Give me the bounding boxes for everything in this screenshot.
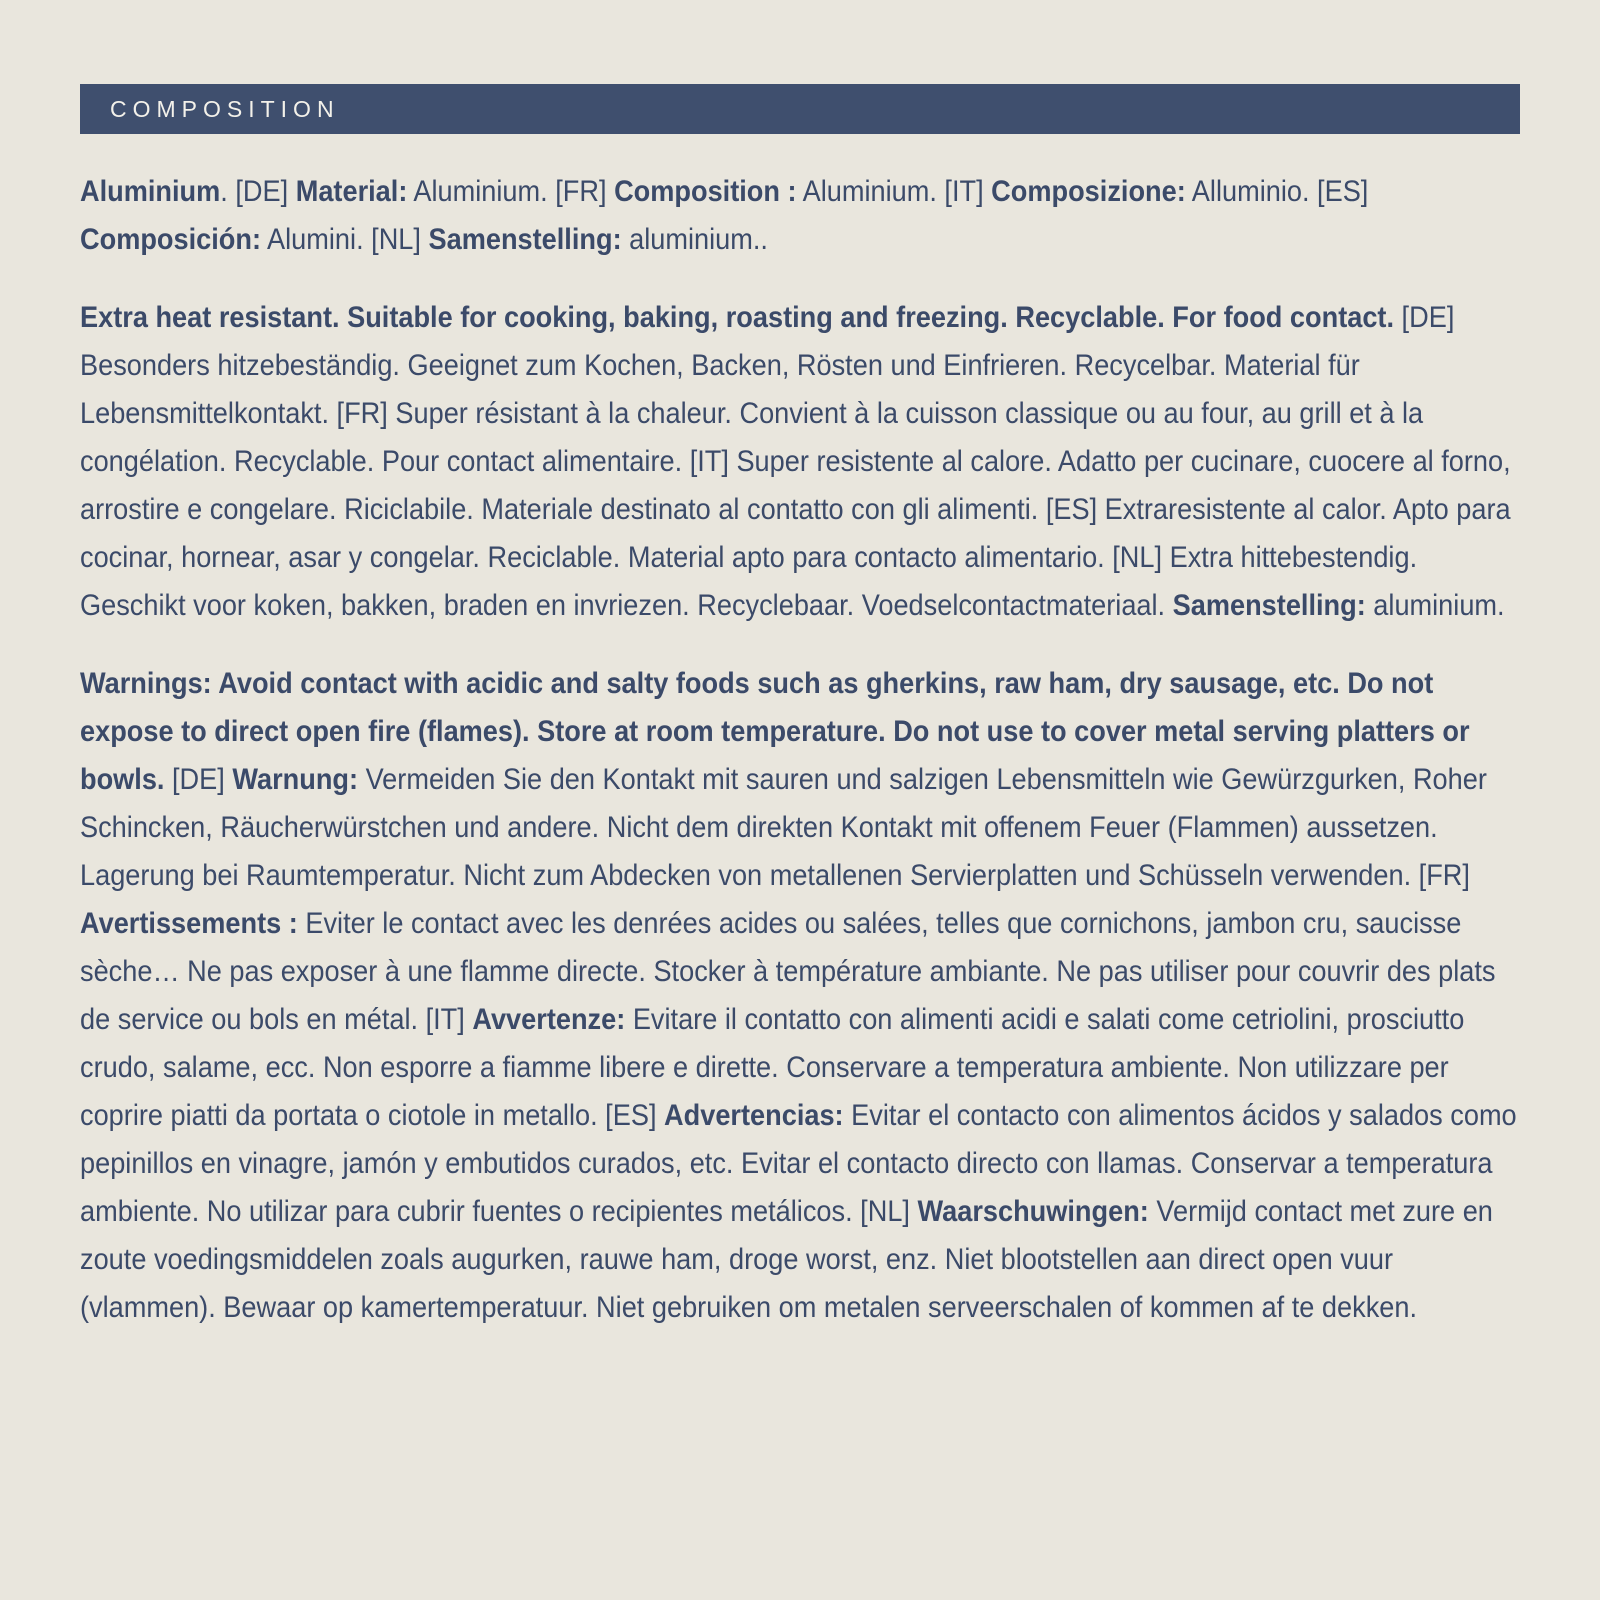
text-run: Vermijd contact met zure en zoute voedingsmiddelen zoals augurken, rauwe ham, droge worst, enz. Niet blootstellen aan direct open vuur (vlammen). Bewaar op kamertemperatuur. Niet gebruiken om metalen serveerschalen of kommen af te dekken. (80, 1195, 1493, 1324)
text-run: [DE] Besonders hitzebeständig. Geeignet zum Kochen, Backen, Rösten und Einfrieren. Recycelbar. Material für Lebensmittelkontakt. [FR] Super résistant à la chaleur. Convient à la cuisson classique ou au four, au grill et à la congélation. Recyclable. Pour contact alimentaire. [IT] Super resistente al calore. Adatto per cucinare, cuocere al forno, arrostire e congelare. Riciclabile. Materiale destinato al contatto con gli alimenti. [ES] Extraresistente al calor. Apto para cocinar, hornear, asar y congelar. Reciclable. Material apto para contacto alimentario. [NL] Extra hittebestendig. Geschikt voor koken, bakken, braden en invriezen. Recyclebaar. Voedselcontactmateriaal. (80, 301, 1511, 622)
text-run: Warnings: Avoid contact with acidic and salty foods such as gherkins, raw ham, dry sausage, etc. Do not expose to direct open fire (flames). Store at room temperature. Do not use to cover metal serving platters or bowls. (80, 667, 1470, 796)
text-run: Evitar el contacto con alimentos ácidos y salados como pepinillos en vinagre, jamón y embutidos curados, etc. Evitar el contacto directo con llamas. Conservar a temperatura ambiente. No utilizar para cubrir fuentes o recipientes metálicos. [NL] (80, 1099, 1517, 1228)
text-run: aluminium.. (621, 223, 768, 256)
text-run: Composición: (80, 223, 261, 256)
text-run: Alumini. [NL] (261, 223, 429, 256)
composition-section-header (80, 84, 1520, 134)
text-run: Aluminium (80, 175, 221, 208)
paragraph (80, 660, 1519, 1332)
text-run: Aluminium. [IT] (796, 175, 992, 208)
text-run: Aluminium. [FR] (407, 175, 615, 208)
text-run: Alluminio. [ES] (1185, 175, 1369, 208)
label-paragraphs (80, 168, 1519, 1362)
text-run: Advertencias: (664, 1099, 844, 1132)
paragraph (80, 294, 1519, 630)
section-title: COMPOSITION (110, 95, 340, 122)
paragraph (80, 168, 1519, 264)
text-run: Composition : (614, 175, 797, 208)
text-run: Avvertenze: (472, 1003, 626, 1036)
text-run: . [DE] (220, 175, 296, 208)
text-run: Evitare il contatto con alimenti acidi e salati come cetriolini, prosciutto crudo, salame, ecc. Non esporre a fiamme libere e dirette. Conservare a temperatura ambiente. Non utilizzare per coprire piatti da portata o ciotole in metallo. [ES] (80, 1003, 1465, 1132)
text-run: Composizione: (991, 175, 1186, 208)
text-run: Avertissements : (80, 907, 298, 940)
text-run: Samenstelling: (428, 223, 622, 256)
text-run: Material: (295, 175, 408, 208)
text-run: Samenstelling: (1172, 589, 1366, 622)
text-run: Extra heat resistant. Suitable for cooking, baking, roasting and freezing. Recyclable. For food contact. (80, 301, 1395, 334)
text-run: Warnung: (232, 763, 359, 796)
text-run: Eviter le contact avec les denrées acides ou salées, telles que cornichons, jambon cru, saucisse sèche… Ne pas exposer à une flamme directe. Stocker à température ambiante. Ne pas utiliser pour couvrir des plats de service ou bols en métal. [IT] (80, 907, 1496, 1036)
text-run: Waarschuwingen: (917, 1195, 1149, 1228)
text-run: aluminium. (1365, 589, 1505, 622)
text-run: [DE] (164, 763, 233, 796)
text-run: Vermeiden Sie den Kontakt mit sauren und salzigen Lebensmitteln wie Gewürzgurken, Roher Schincken, Räucherwürstchen und andere. Nicht dem direkten Kontakt mit offenem Feuer (Flammen) aussetzen. Lagerung bei Raumtemperatur. Nicht zum Abdecken von metallenen Servierplatten und Schüsseln verwenden. [FR] (80, 763, 1487, 892)
